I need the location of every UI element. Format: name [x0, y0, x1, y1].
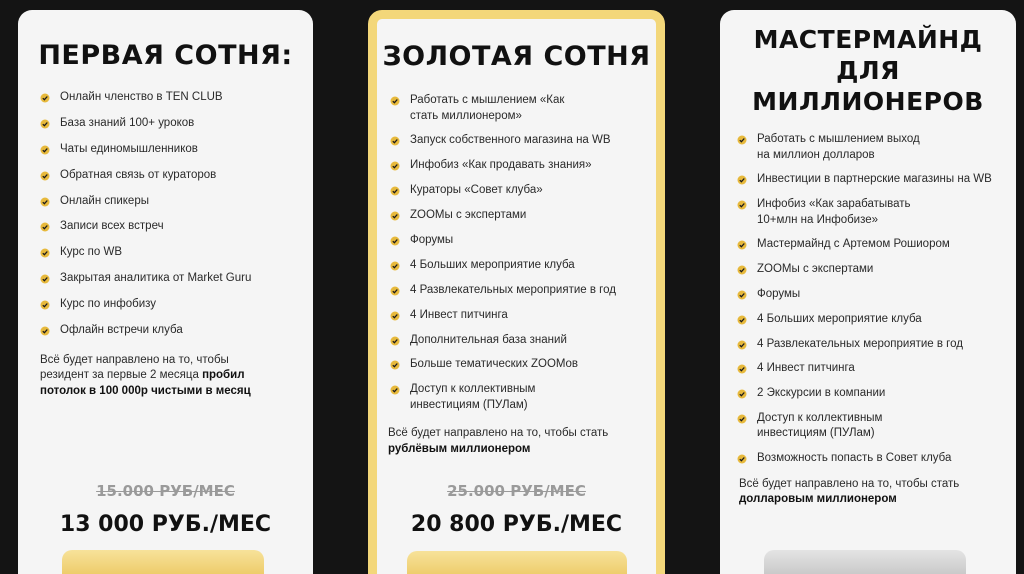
plan-description: Всё будет направлено на то, чтобы резидент за первые 2 месяца пробил потолок в 100 000р чистыми в месяц [40, 353, 251, 397]
feature-item: Обратная связь от кураторов [40, 168, 313, 184]
gold-check-icon [737, 315, 747, 325]
feature-item: Инфобиз «Как зарабатывать 10+млн на Инфобизе» [737, 197, 1016, 228]
gold-check-icon [390, 336, 400, 346]
feature-item: ZOOMы с экспертами [737, 262, 1016, 278]
feature-item: Офлайн встречи клуба [40, 323, 313, 339]
feature-item: Кураторы «Совет клуба» [390, 183, 656, 199]
gold-check-icon [390, 311, 400, 321]
gold-check-icon [390, 236, 400, 246]
buy-button[interactable] [62, 550, 264, 574]
plan-card-first-hundred [18, 10, 313, 574]
feature-item: Возможность попасть в Совет клуба [737, 451, 1016, 467]
gold-check-icon [40, 171, 50, 181]
gold-check-icon [737, 454, 747, 464]
feature-item: 4 Больших мероприятие клуба [390, 258, 656, 274]
plan-description: Всё будет направлено на то, чтобы стать долларовым миллионером [739, 477, 960, 506]
gold-check-icon [737, 389, 747, 399]
feature-item: 4 Развлекательных мероприятие в год [737, 337, 1016, 353]
gold-check-icon [40, 145, 50, 155]
price: 20 800 РУБ./МЕС [410, 512, 623, 537]
gold-check-icon [737, 364, 747, 374]
feature-item: ZOOMы с экспертами [390, 208, 656, 224]
buy-button[interactable] [764, 550, 966, 574]
gold-check-icon [390, 286, 400, 296]
gold-check-icon [390, 211, 400, 221]
feature-item: Форумы [737, 287, 1016, 303]
gold-check-icon [40, 119, 50, 129]
gold-check-icon [390, 186, 400, 196]
buy-button[interactable] [407, 551, 627, 574]
feature-item: База знаний 100+ уроков [40, 116, 313, 132]
gold-check-icon [390, 161, 400, 171]
feature-item: Инфобиз «Как продавать знания» [390, 158, 656, 174]
gold-check-icon [40, 274, 50, 284]
feature-item: Мастермайнд с Артемом Рошиором [737, 237, 1016, 253]
feature-item: Закрытая аналитика от Market Guru [40, 271, 313, 287]
gold-check-icon [390, 136, 400, 146]
feature-item: 4 Инвест питчинга [390, 308, 656, 324]
price: 13 000 РУБ./МЕС [59, 512, 272, 537]
feature-item: Доступ к коллективным инвестициям (ПУЛам) [390, 382, 656, 413]
feature-item: Онлайн спикеры [40, 194, 313, 210]
feature-item: Курс по WB [40, 245, 313, 261]
plan-description: Всё будет направлено на то, чтобы стать рублёвым миллионером [388, 427, 609, 455]
plan-title: ПЕРВАЯ СОТНЯ: [38, 40, 293, 71]
gold-check-icon [737, 290, 747, 300]
gold-check-icon [737, 414, 747, 424]
gold-check-icon [40, 248, 50, 258]
feature-item: 4 Развлекательных мероприятие в год [390, 283, 656, 299]
feature-list [720, 132, 1016, 467]
gold-check-icon [40, 300, 50, 310]
feature-list [18, 90, 313, 339]
gold-check-icon [390, 385, 400, 395]
old-price: 15.000 РУБ/МЕС [96, 482, 235, 500]
gold-check-icon [390, 261, 400, 271]
feature-item: 4 Больших мероприятие клуба [737, 312, 1016, 328]
feature-list [377, 93, 656, 413]
feature-item: Работать с мышлением «Как стать миллионером» [390, 93, 656, 124]
feature-item: Инвестиции в партнерские магазины на WB [737, 172, 1016, 188]
feature-item: Курс по инфобизу [40, 297, 313, 313]
gold-check-icon [390, 360, 400, 370]
feature-item: Больше тематических ZOOMов [390, 357, 656, 373]
gold-check-icon [737, 265, 747, 275]
gold-check-icon [737, 200, 747, 210]
gold-check-icon [737, 340, 747, 350]
gold-check-icon [390, 96, 400, 106]
feature-item: Онлайн членство в TEN CLUB [40, 90, 313, 106]
feature-item: Работать с мышлением выход на миллион долларов [737, 132, 1016, 163]
plan-card-mastermind [720, 10, 1016, 574]
plan-title: ЗОЛОТАЯ СОТНЯ [382, 41, 651, 72]
feature-item: Чаты единомышленников [40, 142, 313, 158]
plan-title: МАСТЕРМАЙНД ДЛЯ МИЛЛИОНЕРОВ [752, 25, 984, 116]
feature-item: Записи всех встреч [40, 219, 313, 235]
feature-item: 4 Инвест питчинга [737, 361, 1016, 377]
gold-check-icon [737, 135, 747, 145]
gold-check-icon [737, 175, 747, 185]
feature-item: Доступ к коллективным инвестициям (ПУЛам) [737, 411, 1016, 442]
gold-check-icon [40, 197, 50, 207]
feature-item: Дополнительная база знаний [390, 333, 656, 349]
gold-check-icon [40, 222, 50, 232]
gold-check-icon [40, 326, 50, 336]
feature-item: Форумы [390, 233, 656, 249]
plan-card-golden-hundred [368, 10, 665, 574]
old-price: 25.000 РУБ/МЕС [447, 482, 586, 500]
gold-check-icon [737, 240, 747, 250]
feature-item: Запуск собственного магазина на WB [390, 133, 656, 149]
gold-check-icon [40, 93, 50, 103]
feature-item: 2 Экскурсии в компании [737, 386, 1016, 402]
